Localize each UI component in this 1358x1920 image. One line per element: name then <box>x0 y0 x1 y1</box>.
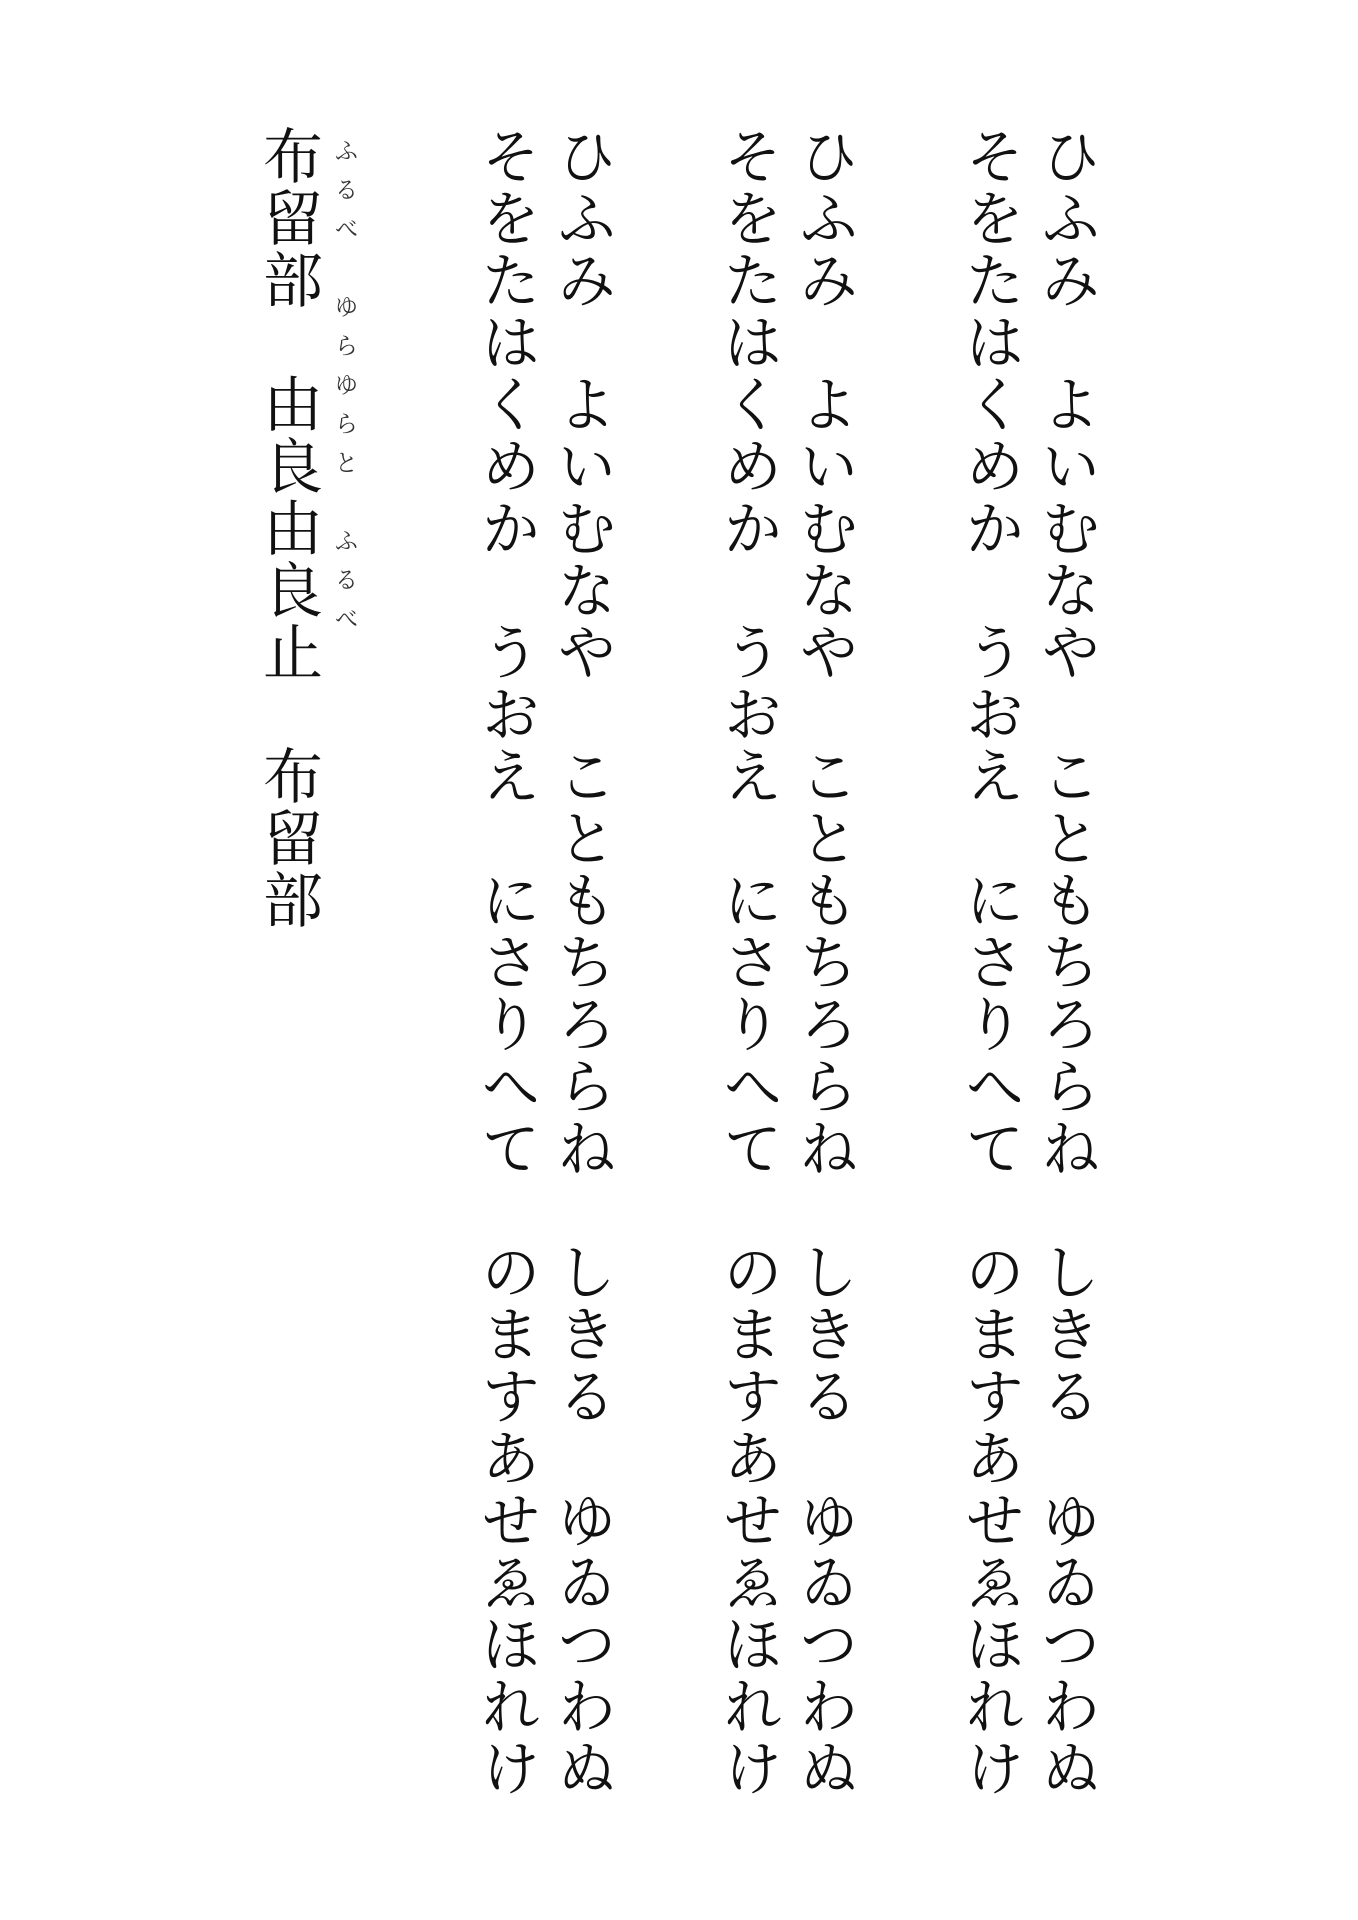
furigana-line: ふるべ ゆらゆらと ふるべ <box>330 138 358 645</box>
poem-line-5: ひふみ よいむなや こともちろらね しきる ゆゐつわぬ <box>547 125 617 1799</box>
poem-line-1: ひふみ よいむなや こともちろらね しきる ゆゐつわぬ <box>1031 125 1101 1799</box>
closing-line: 布留部 由良由良止 布留部 <box>253 125 323 931</box>
poem-line-4: そをたはくめか うおえ にさりへて のますあせゑほれけ <box>713 125 783 1799</box>
poem-line-2: そをたはくめか うおえ にさりへて のますあせゑほれけ <box>955 125 1025 1799</box>
poem-line-3: ひふみ よいむなや こともちろらね しきる ゆゐつわぬ <box>789 125 859 1799</box>
poem-line-6: そをたはくめか うおえ にさりへて のますあせゑほれけ <box>471 125 541 1799</box>
